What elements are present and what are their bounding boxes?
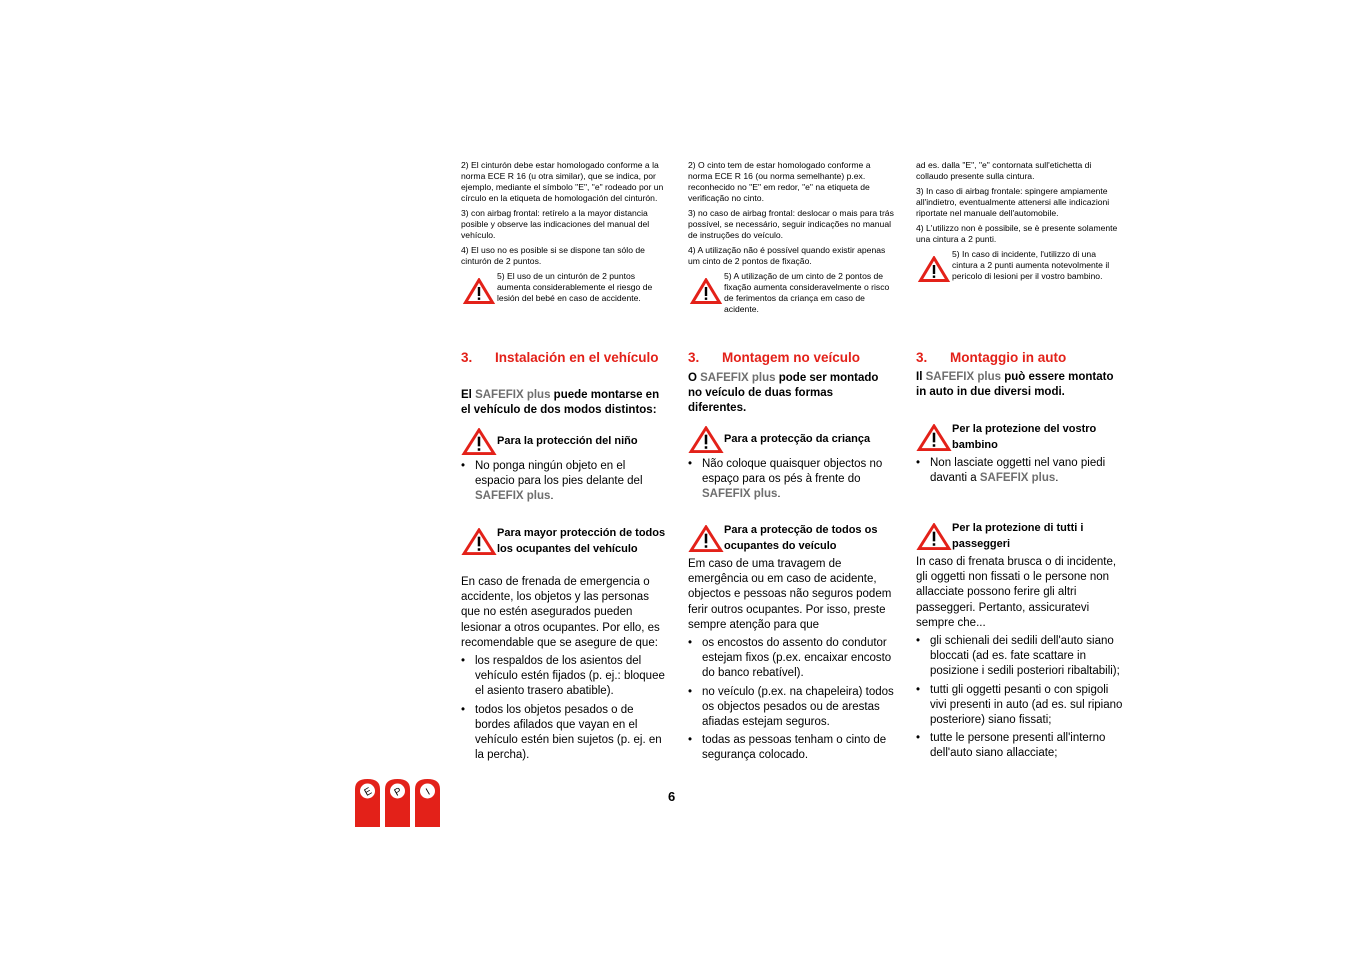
footnote-2-it: ad es. dalla "E", "e" contornata sull'etichetta di collaudo presente sulla cintura. xyxy=(916,160,1092,181)
language-tab-p xyxy=(385,779,410,827)
brand-name: SAFEFIX plus xyxy=(979,472,1056,485)
occupants-text-es xyxy=(461,575,671,766)
intro-it: Il SAFEFIX plus può essere montato in auto in due diversi modi. xyxy=(916,371,1114,399)
occupants-text-pt xyxy=(688,557,894,767)
occupants-text-it xyxy=(916,555,1126,765)
warning-icon xyxy=(916,523,952,550)
footnotes-it-block xyxy=(916,160,1122,282)
footnote-5-pt: 5) A utilização de um cinto de 2 pontos de fixação aumenta consideravelmente o risco de ferimentos da criança em caso de acidente. xyxy=(688,271,894,315)
svg-text:I: I xyxy=(424,786,433,798)
footnote-3-it: 3) In caso di airbag frontale: spingere ampiamente all'indietro, eventualmente attenersi alle indicazioni riportate nel manuale dell'automobile. xyxy=(916,186,1110,218)
section-number: 3. xyxy=(916,350,928,365)
warning-occupants-it: Per la protezione di tutti i passeggeri xyxy=(916,521,1122,552)
warning-occupants-es: Para mayor protección de todos los ocupantes del vehículo xyxy=(461,526,667,557)
page-number: 6 xyxy=(668,789,676,804)
paragraph: In caso di frenata brusca o di incidente, gli oggetti non fissati o le persone non allacciate possono ferire gli altri passeggeri. Pertanto, assicuratevi sempre che... xyxy=(916,556,1117,629)
svg-text:P: P xyxy=(392,785,404,799)
brand-name: SAFEFIX plus xyxy=(700,372,776,384)
section-heading-it xyxy=(916,349,1125,367)
svg-text:E: E xyxy=(362,785,374,799)
footnote-5-es: 5) El uso de un cinturón de 2 puntos aumenta considerablemente el riesgo de lesión del bebé en caso de accidente. xyxy=(461,271,667,304)
paragraph: Em caso de uma travagem de emergência ou em caso de acidente, objectos e pessoas não seguros podem ferir outros ocupantes. Por isso, preste sempre atenção para que xyxy=(688,558,892,631)
footnotes-pt-block xyxy=(688,160,894,315)
bullet-child-es xyxy=(461,459,667,508)
section-title: Instalación en el vehículo xyxy=(495,350,659,365)
warning-child-pt: Para a protecção da criança xyxy=(688,426,894,453)
list-item: • tutti gli oggetti pesanti o con spigoli vivi presenti in auto (ad es. sul ripiano posteriore) siano fissati; xyxy=(916,683,1126,729)
list-item: • todas as pessoas tenham o cinto de segurança colocado. xyxy=(688,733,894,763)
list-item: • os encostos do assento do condutor estejam fixos (p.ex. encaixar encosto do banco rebatível). xyxy=(688,636,894,682)
warning-icon xyxy=(688,525,724,552)
list-item: • Não coloque quaisquer objectos no espaço para os pés à frente do SAFEFIX plus. xyxy=(688,457,894,503)
warning-icon xyxy=(461,278,497,304)
bullet-child-pt xyxy=(688,457,894,506)
footnote-5-it: 5) In caso di incidente, l'utilizzo di una cintura a 2 punti aumenta notevolmente il pericolo di lesioni per il vostro bambino. xyxy=(916,249,1122,282)
footnote-4-it: 4) L'utilizzo non è possibile, se è presente solamente una cintura a 2 punti. xyxy=(916,223,1118,244)
footnote-4-pt: 4) A utilização não é possível quando existir apenas um cinto de 2 pontos de fixação. xyxy=(688,245,886,266)
warning-icon xyxy=(916,256,952,282)
list-item: • los respaldos de los asientos del vehículo estén fijados (p. ej.: bloquee el asiento trasero abatible). xyxy=(461,654,671,700)
brand-name: SAFEFIX plus xyxy=(475,389,551,401)
brand-name: SAFEFIX plus xyxy=(925,371,1001,383)
language-tabs xyxy=(355,779,441,827)
warning-icon xyxy=(916,424,952,451)
warning-occupants-pt: Para a protecção de todos os ocupantes do veículo xyxy=(688,523,894,554)
footnote-3-pt: 3) no caso de airbag frontal: deslocar o mais para trás possível, se necessário, seguir indicações no manual de instruções do veículo. xyxy=(688,208,894,240)
list-item: • no veículo (p.ex. na chapeleira) todos os objectos pesados ou de arestas afiadas estejam seguros. xyxy=(688,685,894,731)
language-tab-i xyxy=(415,779,440,827)
footnotes-es-block xyxy=(461,160,667,304)
brand-name: SAFEFIX plus xyxy=(702,488,778,501)
section-number: 3. xyxy=(688,350,700,365)
footnote-2-pt: 2) O cinto tem de estar homologado conforme a norma ECE R 16 (ou norma semelhante) p.ex. reconhecido no "E" em redor, "e" na etiqueta de verificação no cinto. xyxy=(688,160,871,203)
warning-child-it: Per la protezione del vostro bambino xyxy=(916,422,1122,453)
footnote-4-es: 4) El uso no es posible si se dispone tan sólo de cinturón de 2 puntos. xyxy=(461,245,645,266)
list-item: • tutte le persone presenti all'interno dell'auto siano allacciate; xyxy=(916,731,1126,761)
intro-es: El SAFEFIX plus puede montarse en el vehículo de dos modos distintos: xyxy=(461,389,660,417)
section-number: 3. xyxy=(461,350,473,365)
list-item: • No ponga ningún objeto en el espacio para los pies delante del SAFEFIX plus. xyxy=(461,459,667,505)
brand-name: SAFEFIX plus xyxy=(475,490,551,503)
warning-icon xyxy=(461,428,497,455)
language-tab-e xyxy=(355,779,380,827)
warning-icon xyxy=(688,278,724,304)
footnote-2-es: 2) El cinturón debe estar homologado conforme a la norma ECE R 16 (u otra similar), que se indica, por ejemplo, mediante el símbolo "E", "e" rodeado por un círculo en la etiqueta de homologación del cinturón. xyxy=(461,160,664,203)
footnote-3-es: 3) con airbag frontal: retírelo a la mayor distancia posible y observe las indicaciones del manual del vehículo. xyxy=(461,208,650,240)
section-title: Montagem no veículo xyxy=(722,350,861,365)
intro-pt: O SAFEFIX plus pode ser montado no veículo de duas formas diferentes. xyxy=(688,372,879,415)
warning-icon xyxy=(461,528,497,555)
section-heading-pt xyxy=(688,349,897,367)
section-heading-es xyxy=(461,349,670,367)
list-item: • Non lasciate oggetti nel vano piedi davanti a SAFEFIX plus. xyxy=(916,456,1122,486)
section-title: Montaggio in auto xyxy=(950,350,1067,365)
warning-child-es: Para la protección del niño xyxy=(461,428,667,455)
warning-icon xyxy=(688,426,724,453)
list-item: • todos los objetos pesados o de bordes afilados que vayan en el vehículo estén bien sujetos (p. ej. en la percha). xyxy=(461,703,671,764)
paragraph: En caso de frenada de emergencia o accidente, los objetos y las personas que no estén asegurados pueden lesionar a otros ocupantes. Por ello, es recomendable que se asegure de que: xyxy=(461,576,660,649)
list-item: • gli schienali dei sedili dell'auto siano bloccati (ad es. fate scattare in posizione i sedili posteriori ribaltabili); xyxy=(916,634,1126,680)
bullet-child-it xyxy=(916,456,1122,489)
